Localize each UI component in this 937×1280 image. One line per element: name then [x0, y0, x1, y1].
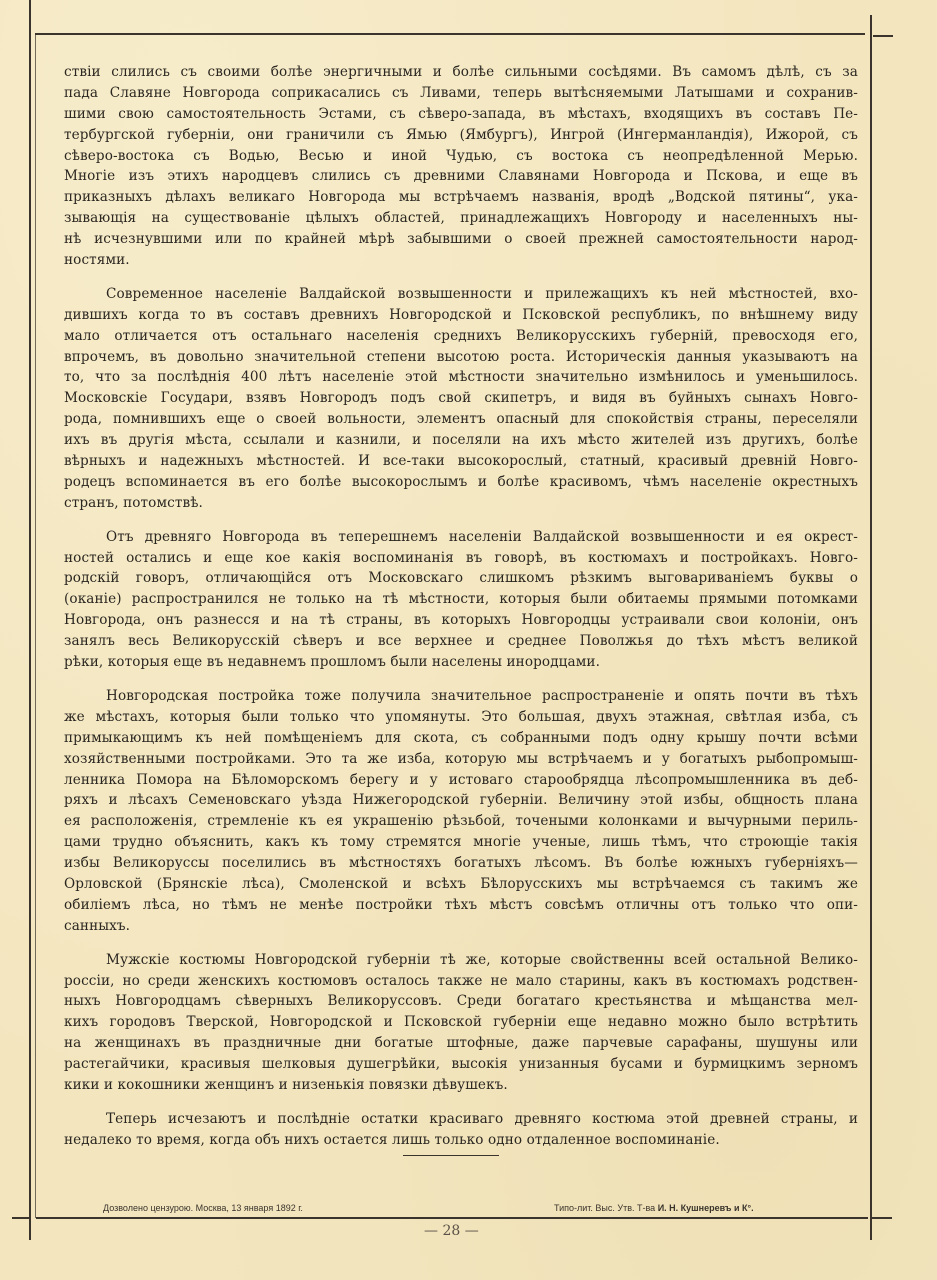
text-line: занялъ весь Великорусскій сѣверъ и все верхнее и среднее Поволжья до тѣхъ мѣстъ великой: [64, 633, 858, 650]
text-line: нѣ исчезнувшими или по крайней мѣрѣ забывшими о своей прежней самостоятельности народ-: [64, 231, 858, 248]
text-line: Орловской (Брянскіе лѣса), Смоленской и всѣхъ Бѣлорусскихъ мы встрѣчаемся съ такимъ же: [64, 875, 858, 892]
frame-bottom-right-stub-rule: [872, 1217, 892, 1219]
text-line: цами трудно объяснить, какъ къ тому стремятся многіе ученые, лишь тѣмъ, что строющіе такія: [64, 834, 858, 851]
text-line: впрочемъ, въ довольно значительной степени высотою роста. Историческія данныя указываютъ на: [64, 348, 858, 365]
text-line: Московскіе Государи, взявъ Новгородъ подъ свой скипетръ, и видя въ буйныхъ сынахъ Новго-: [64, 390, 858, 407]
printer-prefix: Типо-лит. Выс. Утв. Т-ва: [554, 1203, 656, 1213]
text-line: ленника Помора на Бѣломорскомъ берегу и у истоваго старообрядца лѣсопромышленника въ деб-: [64, 771, 858, 788]
text-line: ныхъ Новгородцамъ сѣверныхъ Великоруссовъ. Среди богатаго крестьянства и мѣщанства мел-: [64, 993, 858, 1010]
text-line: Новгородская постройка тоже получила значительное распространеніе и опять почти въ тѣхъ: [106, 687, 858, 704]
frame-left-outer-rule: [29, 0, 31, 1240]
text-line: мало отличается отъ остальнаго населенія среднихъ Великорусскихъ губерній, превосходя его,: [64, 327, 858, 344]
text-line: рода, помнившихъ еще о своей вольности, элементъ опасный для спокойствія страны, переселяли: [64, 411, 858, 428]
text-line: санныхъ.: [64, 917, 131, 934]
text-line: (оканіе) распространился не только на тѣ мѣстности, которыя были обитаемы прямыми потомками: [64, 591, 858, 608]
page-number: — 28 —: [424, 1223, 479, 1239]
text-line: приказныхъ дѣлахъ великаго Новгорода мы встрѣчаемъ названія, вродѣ „Водской пятины“, ука-: [64, 189, 858, 206]
frame-bottom-left-stub-rule: [12, 1217, 29, 1219]
text-line: ностями.: [64, 252, 130, 269]
text-line: кики и кокошники женщинъ и низенькія повязки дѣвушекъ.: [64, 1076, 508, 1093]
text-line: кихъ городовъ Тверской, Новгородской и Псковской губерніи еще недавно можно было встрѣтить: [64, 1014, 858, 1031]
text-line: шими свою самостоятельность Эстами, съ сѣверо-запада, въ мѣстахъ, входящихъ въ составъ Пе-: [64, 105, 858, 122]
text-line: Современное населеніе Валдайской возвышенности и прилежащихъ къ ней мѣстностей, вхо-: [106, 285, 858, 302]
text-line: ея расположенія, стремленіе къ ея украшенію рѣзьбой, точеными колонками и вычурными периль-: [64, 813, 858, 830]
frame-left-inner-rule: [35, 34, 36, 1218]
body-text: [64, 62, 858, 1164]
text-line: Мужскіе костюмы Новгородской губерніи тѣ же, которые свойственны всей остальной Велико-: [106, 951, 858, 968]
text-line: странъ, потомствѣ.: [64, 494, 203, 511]
paragraph-2: [64, 284, 858, 514]
printer-name: И. Н. Кушнеревъ и К°.: [657, 1203, 754, 1213]
text-line: родскій говоръ, отличающійся отъ Московскаго слишкомъ рѣзкимъ выговариваніемъ буквы о: [64, 570, 858, 587]
text-line: ихъ въ другія мѣста, ссылали и казнили, и поселяли на ихъ мѣсто жителей изъ другихъ, болѣе: [64, 432, 858, 449]
text-line: россіи, но среди женскихъ костюмовъ осталось также не мало старины, какъ въ костюмахъ родствен-: [64, 972, 858, 989]
text-line: дившихъ когда то въ составъ древнихъ Новгородской и Псковской республикъ, по внѣшнему виду: [64, 306, 858, 323]
text-line: обиліемъ лѣса, но тѣмъ не менѣе постройки тѣхъ мѣстъ совсѣмъ отличны отъ только что опи-: [64, 896, 858, 913]
text-line: Новгорода, онъ разнесся и на тѣ страны, въ которыхъ Новгородцы устраивали свои колоніи, онъ: [64, 612, 858, 629]
text-line: Теперь исчезаютъ и послѣдніе остатки красиваго древняго костюма этой древней страны, и: [106, 1110, 858, 1127]
printer-imprint: [554, 1203, 754, 1213]
paragraph-1: [64, 62, 858, 271]
text-line: на женщинахъ въ праздничные дни богатые штофные, даже парчевые сарафаны, шушуны или: [64, 1035, 858, 1052]
text-line: же мѣстахъ, которыя были только что упомянуты. Это большая, двухъ этажная, свѣтлая изба, съ: [64, 708, 858, 725]
text-line: ностей остались и еще кое какія воспоминанія въ говорѣ, въ костюмахъ и постройкахъ. Новго-: [64, 549, 858, 566]
text-line: сѣверо-востока съ Водью, Весью и иной Чудью, съ востока съ неопредѣленной Мерью.: [64, 147, 858, 164]
text-line: вѣрныхъ и надежныхъ мѣстностей. И все-таки высокорослый, статный, красивый древній Новго-: [64, 453, 858, 470]
frame-top-rule: [35, 33, 865, 35]
paragraph-5: [64, 950, 858, 1096]
text-line: ряхъ и лѣсахъ Семеновскаго уѣзда Нижегородской губерніи. Величину этой избы, общность плана: [64, 792, 858, 809]
text-line: примыкающимъ къ ней помѣщеніемъ для скота, съ собранными подъ одну крышу почти всѣми: [64, 729, 858, 746]
text-line: тербургской губерніи, они граничили съ Ямью (Ямбургъ), Ингрой (Ингерманландія), Ижорой, съ: [64, 126, 858, 143]
text-line: ствіи слились съ своими болѣе энергичными и болѣе сильными сосѣдями. Въ самомъ дѣлѣ, съ за: [64, 64, 858, 80]
paragraph-3: [64, 527, 858, 673]
text-line: хозяйственными постройками. Это та же изба, которую мы встрѣчаемъ и у богатыхъ рыбопромыш-: [64, 750, 858, 767]
text-line: избы Великоруссы поселились въ мѣстностяхъ богатыхъ лѣсомъ. Въ болѣе южныхъ губерніяхъ—: [64, 855, 858, 872]
text-line: рѣки, которыя еще въ недавнемъ прошломъ были населены инородцами.: [64, 654, 600, 671]
frame-top-stub-rule: [873, 35, 893, 37]
paragraph-4: [64, 686, 858, 937]
text-line: родецъ вспоминается въ его болѣе высокорослымъ и болѣе красивомъ, чѣмъ населеніе окрестныхъ: [64, 473, 858, 490]
text-line: недалеко то время, когда объ нихъ остается лишь только одно отдаленное воспоминаніе.: [64, 1131, 720, 1148]
frame-bottom-rule: [36, 1217, 868, 1219]
frame-right-rule: [870, 15, 872, 1240]
text-line: то, что за послѣднія 400 лѣтъ населеніе этой мѣстности значительно измѣнилось и уменьшилось.: [64, 369, 858, 386]
text-line: пада Славяне Новгорода соприкасались съ Ливами, теперь вытѣсняемыми Латышами и сохранив-: [64, 84, 858, 101]
text-line: Многіе изъ этихъ народцевъ слились съ древними Славянами Новгорода и Пскова, и еще въ: [64, 168, 858, 185]
text-line: растегайчики, красивыя шелковыя душегрѣйки, высокія унизанныя бусами и бурмицкимъ зерномъ: [64, 1056, 858, 1073]
censorship-note: Дозволено цензурою. Москва, 13 января 1892 г.: [103, 1203, 303, 1213]
paragraph-6: [64, 1109, 858, 1151]
text-line: Отъ древняго Новгорода въ теперешнемъ населеніи Валдайской возвышенности и ея окрест-: [106, 528, 858, 545]
text-line: зывающія на существованіе цѣлыхъ областей, принадлежащихъ Новгороду и населенныхъ ны-: [64, 210, 858, 227]
